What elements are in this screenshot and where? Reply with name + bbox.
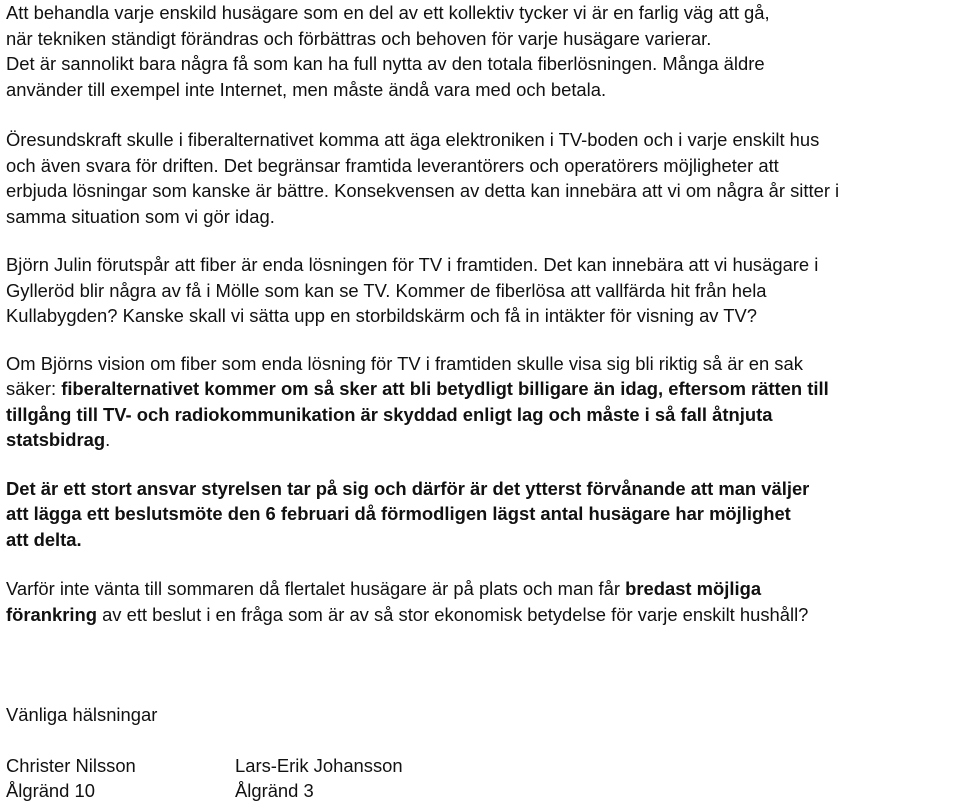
text-bold: förankring <box>6 603 97 625</box>
text-line: samma situation som vi gör idag. <box>6 205 275 227</box>
text-bold: fiberalternativet kommer om så sker att bli betydligt billigare än idag, eftersom rätten till <box>61 378 829 399</box>
text-normal: . <box>105 429 111 450</box>
text-line: Björn Julin förutspår att fiber är enda lösningen för TV i framtiden. Det kan innebära att vi husägare i <box>6 254 819 275</box>
text-bold: bredast möjliga <box>625 578 762 599</box>
paragraph-wait-until-summer <box>6 576 958 627</box>
text-line: Kullabygden? Kanske skall vi sätta upp en storbildskärm och få in intäkter för visning av TV? <box>6 305 758 326</box>
text-line: använder till exempel inte Internet, men måste ändå vara med och betala. <box>6 78 607 100</box>
text-line: Det är ett stort ansvar styrelsen tar på sig och därför är det ytterst förvånande att man väljer <box>6 477 810 499</box>
text-normal: Varför inte vänta till sommaren då flertalet husägare är på plats och man får <box>6 578 626 599</box>
paragraph-individual-homeowners <box>6 0 958 102</box>
text-line: att delta. <box>6 528 82 550</box>
text-line: Gylleröd blir några av få i Mölle som kan se TV. Kommer de fiberlösa att vallfärda hit från hela <box>6 279 767 301</box>
text-line: att lägga ett beslutsmöte den 6 februari då förmodligen lägst antal husägare har möjlighet <box>6 503 791 524</box>
paragraph-board-responsibility <box>6 476 958 553</box>
text-line: Öresundskraft skulle i fiberalternativet komma att äga elektroniken i TV-boden och i varje enskilt hus <box>6 129 820 150</box>
signer-1 <box>6 753 235 804</box>
text-line: och även svara för driften. Det begränsar framtida leverantörers och operatörers möjligheter att <box>6 154 779 176</box>
text-bold: statsbidrag <box>6 429 106 450</box>
signer-name: Lars-Erik Johansson <box>235 754 403 776</box>
text-line <box>6 602 958 628</box>
closing-greeting <box>6 702 958 728</box>
text-line <box>6 376 958 402</box>
signature-block <box>6 753 958 804</box>
letter-document <box>6 0 958 804</box>
text-line: Att behandla varje enskild husägare som en del av ett kollektiv tycker vi är en farlig väg att gå, <box>6 2 770 23</box>
signer-address: Ålgränd 3 <box>235 780 314 801</box>
text-line: erbjuda lösningar som kanske är bättre. Konsekvensen av detta kan innebära att vi om några år sitter i <box>6 180 840 201</box>
text-line: Om Björns vision om fiber som enda lösning för TV i framtiden skulle visa sig bli riktig så är en sak <box>6 352 803 374</box>
text-line <box>6 576 958 602</box>
text-bold: tillgång till TV- och radiokommunikation är skyddad enligt lag och måste i så fall åtnjuta <box>6 403 773 425</box>
paragraph-bjorn-julin <box>6 252 958 329</box>
text-normal: säker: <box>6 378 62 399</box>
text-line: när tekniken ständigt förändras och förbättras och behoven för varje husägare varierar. <box>6 27 712 49</box>
closing-text: Vänliga hälsningar <box>6 704 158 725</box>
signer-2 <box>235 753 464 804</box>
paragraph-vision <box>6 351 958 453</box>
text-line: Det är sannolikt bara några få som kan ha full nytta av den totala fiberlösningen. Många äldre <box>6 53 765 74</box>
text-normal: av ett beslut i en fråga som är av så stor ekonomisk betydelse för varje enskilt hushåll? <box>96 603 809 625</box>
paragraph-oresundskraft <box>6 127 958 229</box>
signer-name: Christer Nilsson <box>6 754 136 776</box>
text-line <box>6 402 958 428</box>
text-line <box>6 427 958 453</box>
signer-address: Ålgränd 10 <box>6 780 95 801</box>
